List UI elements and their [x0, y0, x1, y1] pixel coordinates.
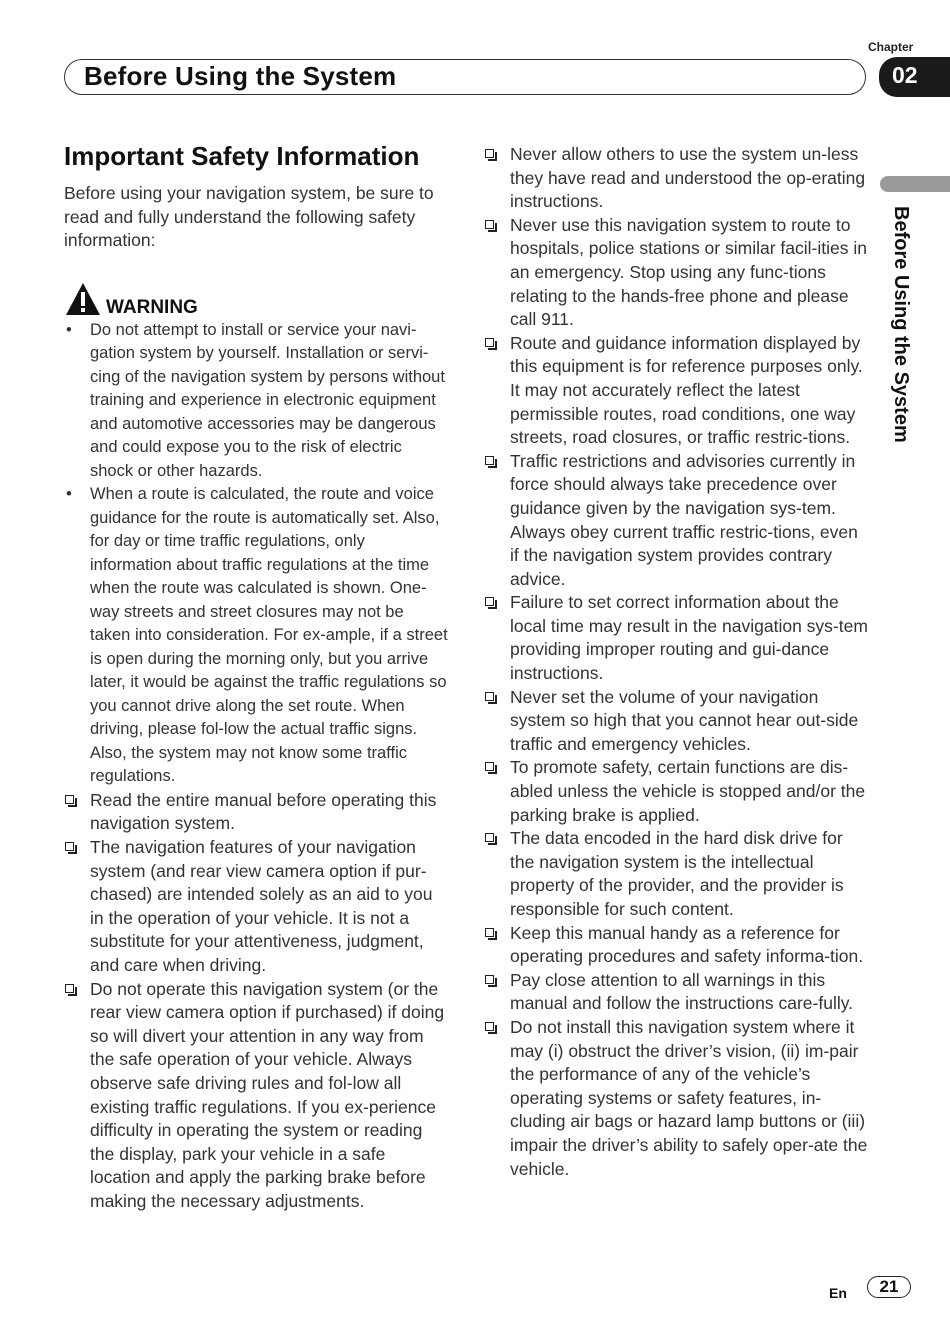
list-item: [484, 1016, 868, 1181]
list-item: [484, 591, 868, 685]
checkbox-square-icon: [485, 762, 494, 771]
list-item-text: The data encoded in the hard disk drive for the navigation system is the intellectual property of the provider, and the provider is responsible for such content.: [510, 828, 844, 919]
checkbox-square-icon: [485, 975, 494, 984]
section-title: Important Safety Information: [64, 141, 420, 171]
list-item-text: The navigation features of your navigation system (and rear view camera option if pur-chased) are intended solely as an aid to you in the operation of your vehicle. It is not a substitute for your attentiveness, judgment, and care when driving.: [90, 836, 433, 975]
side-tab-marker: [880, 176, 950, 192]
checkbox-square-icon: [65, 795, 74, 804]
bullet-icon: •: [66, 320, 72, 339]
list-item-text: Never allow others to use the system un-less they have read and understood the op-erating instructions.: [510, 144, 866, 212]
list-item-text: Read the entire manual before operating this navigation system.: [90, 789, 437, 834]
checkbox-square-icon: [65, 842, 74, 851]
right-column: [484, 143, 868, 1181]
list-item: [64, 836, 448, 978]
list-item: [64, 789, 448, 836]
chapter-number: 02: [892, 62, 918, 88]
checkbox-square-icon: [485, 692, 494, 701]
right-checklist: [484, 143, 868, 1181]
warning-item-text: When a route is calculated, the route and voice guidance for the route is automatically set. Also, for day or time traffic regulations, only information about traffic regulations at the time when the route was calculated is shown. One-way streets and street closures may not be taken into consideration. For ex-ample, if a street is open during the morning only, but you arrive later, it would be against the traffic regulations so you cannot drive along the set route. When driving, please fol-low the actual traffic signs. Also, the system may not know some traffic regulations.: [90, 485, 448, 786]
left-checklist: [64, 789, 448, 1214]
checkbox-square-icon: [485, 338, 494, 347]
checkbox-square-icon: [485, 456, 494, 465]
bullet-icon: •: [66, 485, 72, 504]
list-item: [484, 756, 868, 827]
list-item: [64, 978, 448, 1214]
chapter-label: Chapter: [868, 40, 914, 54]
checkbox-square-icon: [485, 1022, 494, 1031]
list-item-text: Do not install this navigation system where it may (i) obstruct the driver’s vision, (ii) im-pair the performance of any of the vehicle’s operating systems or safety features, in-cluding air bags or hazard lamp buttons or (iii) impair the driver’s ability to safely oper-ate the vehicle.: [510, 1016, 868, 1179]
checkbox-square-icon: [65, 984, 74, 993]
warning-item: [64, 319, 448, 484]
warning-item-text: Do not attempt to install or service your navi-gation system by yourself. Installation or servi-cing of the navigation system by persons without training and experience in electronic equipment and automotive accessories may be dangerous and could expose you to the risk of electric shock or other hazards.: [90, 320, 445, 480]
list-item-text: Never use this navigation system to route to hospitals, police stations or similar facil-ities in an emergency. Stop using any func-tions relating to the hands-free phone and please call 911.: [510, 214, 867, 330]
list-item: [484, 143, 868, 214]
section-intro: Before using your navigation system, be sure to read and fully understand the following safety information:: [64, 183, 434, 251]
checkbox-square-icon: [485, 149, 494, 158]
checkbox-square-icon: [485, 833, 494, 842]
list-item: [484, 969, 868, 1016]
list-item: [484, 827, 868, 921]
warning-label: WARNING: [106, 296, 198, 318]
warning-list: [64, 319, 448, 789]
side-section-label: Before Using the System: [890, 206, 912, 443]
list-item: [484, 922, 868, 969]
left-column: [64, 140, 448, 1213]
list-item-text: Pay close attention to all warnings in this manual and follow the instructions care-fully.: [510, 969, 854, 1014]
list-item-text: Traffic restrictions and advisories currently in force should always take precedence over guidance given by the navigation sys-tem. Always obey current traffic restric-tions, even if the navigation system provides contrary advice.: [510, 450, 858, 589]
warning-item: [64, 483, 448, 789]
list-item-text: To promote safety, certain functions are dis-abled unless the vehicle is stopped and/or the parking brake is applied.: [510, 757, 866, 825]
list-item: [484, 686, 868, 757]
checkbox-square-icon: [485, 597, 494, 606]
header-title: Before Using the System: [84, 61, 397, 91]
list-item-text: Route and guidance information displayed by this equipment is for reference purposes only. It may not accurately reflect the latest permissible routes, road conditions, one way streets, road closures, or traffic restric-tions.: [510, 332, 863, 448]
list-item-text: Keep this manual handy as a reference for operating procedures and safety informa-tion.: [510, 922, 864, 967]
list-item: [484, 450, 868, 592]
list-item-text: Failure to set correct information about the local time may result in the navigation sys-tem providing improper routing and gui-dance instructions.: [510, 592, 868, 684]
list-item-text: Do not operate this navigation system (or the rear view camera option if purchased) if doing so will divert your attention in any way from the safe operation of your vehicle. Always observe safe driving rules and fol-low all existing traffic regulations. If you ex-perience difficulty in operating the system or reading the display, park your vehicle in a safe location and apply the parking brake before making the necessary adjustments.: [90, 978, 445, 1211]
warning-heading: [64, 281, 448, 319]
checkbox-square-icon: [485, 220, 494, 229]
warning-triangle-icon: [64, 281, 102, 317]
page-number: 21: [867, 1276, 911, 1298]
list-item: [484, 332, 868, 450]
list-item-text: Never set the volume of your navigation system so high that you cannot hear out-side traffic and emergency vehicles.: [510, 686, 859, 754]
list-item: [484, 214, 868, 332]
footer-language: En: [829, 1285, 847, 1301]
checkbox-square-icon: [485, 928, 494, 937]
